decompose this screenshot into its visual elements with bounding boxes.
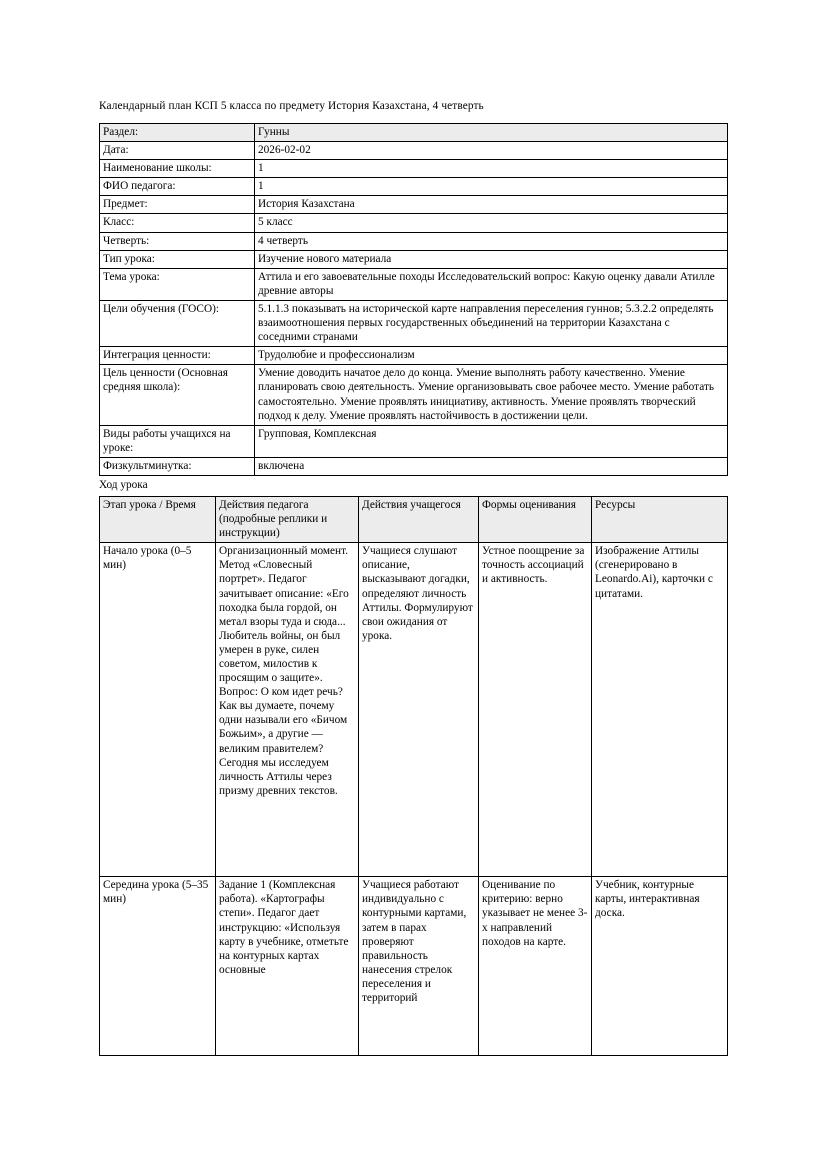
- info-value: Изучение нового материала: [255, 250, 728, 268]
- cell-student-actions: Учащиеся работают индивидуально с контурными картами, затем в парах проверяют правильность нанесения стрелок переселения и территорий: [359, 877, 479, 1056]
- table-row: [100, 457, 728, 475]
- cell-assessment: Оценивание по критерию: верно указывает не менее 3-х направлений походов на карте.: [479, 877, 592, 1056]
- cell-stage: Начало урока (0–5 мин): [100, 543, 216, 877]
- info-value: 5 класс: [255, 214, 728, 232]
- cell-stage: Середина урока (5–35 мин): [100, 877, 216, 1056]
- info-value: Умение доводить начатое дело до конца. Умение выполнять работу качественно. Умение планировать свою деятельность. Умение организовывать свое рабочее место. Умение работать самостоятельно. Умение проявлять инициативу, активность. Умение проявлять творческий подход к делу. Умение проявлять настойчивость в достижении цели.: [255, 365, 728, 425]
- table-row: [100, 232, 728, 250]
- cell-resources: Изображение Аттилы (сгенерировано в Leonardo.Ai), карточки с цитатами.: [592, 543, 728, 877]
- lesson-flow-table: [99, 496, 728, 1056]
- cell-teacher-actions: Организационный момент. Метод «Словесный портрет». Педагог зачитывает описание: «Его походка была гордой, он метал взоры туда и сюда... Любитель войны, он был умерен в руке, силен советом, милостив к просящим о защите». Вопрос: О ком идет речь? Как вы думаете, почему одни называли его «Бичом Божьим», а другие — великим правителем? Сегодня мы исследуем личность Аттилы через призму древних текстов.: [216, 543, 359, 877]
- lesson-flow-header: [100, 496, 728, 542]
- cell-student-actions: Учащиеся слушают описание, высказывают догадки, определяют личность Аттилы. Формулируют свои ожидания от урока.: [359, 543, 479, 877]
- info-value: Групповая, Комплексная: [255, 425, 728, 457]
- info-label: ФИО педагога:: [100, 178, 255, 196]
- info-label: Физкультминутка:: [100, 457, 255, 475]
- info-value: Аттила и его завоевательные походы Исследовательский вопрос: Какую оценку давали Атилле древние авторы: [255, 268, 728, 300]
- table-header-row: [100, 496, 728, 542]
- info-value: Гунны: [255, 124, 728, 142]
- info-value: 5.1.1.3 показывать на исторической карте направления переселения гуннов; 5.3.2.2 определять взаимоотношения первых государственных объединений на территории Казахстана с соседними странами: [255, 300, 728, 346]
- table-row: [100, 268, 728, 300]
- info-label: Предмет:: [100, 196, 255, 214]
- table-row: [100, 124, 728, 142]
- column-header-assessment: Формы оценивания: [479, 496, 592, 542]
- info-label: Тип урока:: [100, 250, 255, 268]
- info-value: 2026-02-02: [255, 142, 728, 160]
- info-value: 1: [255, 178, 728, 196]
- info-label: Раздел:: [100, 124, 255, 142]
- table-row: [100, 214, 728, 232]
- column-header-stage: Этап урока / Время: [100, 496, 216, 542]
- cell-resources: Учебник, контурные карты, интерактивная доска.: [592, 877, 728, 1056]
- table-row: [100, 196, 728, 214]
- table-row: [100, 142, 728, 160]
- lesson-info-table: [99, 123, 728, 476]
- info-label: Тема урока:: [100, 268, 255, 300]
- info-value: включена: [255, 457, 728, 475]
- table-row: [100, 178, 728, 196]
- table-row: [100, 365, 728, 425]
- info-label: Интеграция ценности:: [100, 347, 255, 365]
- table-row: [100, 425, 728, 457]
- info-value: 1: [255, 160, 728, 178]
- table-row: [100, 347, 728, 365]
- info-value: Трудолюбие и профессионализм: [255, 347, 728, 365]
- info-label: Цель ценности (Основная средняя школа):: [100, 365, 255, 425]
- cell-assessment: Устное поощрение за точность ассоциаций и активность.: [479, 543, 592, 877]
- table-row: [100, 300, 728, 346]
- cell-teacher-actions: Задание 1 (Комплексная работа). «Картографы степи». Педагог дает инструкцию: «Используя карту в учебнике, отметьте на контурных картах основные: [216, 877, 359, 1056]
- lesson-flow-body: [100, 543, 728, 1056]
- info-label: Дата:: [100, 142, 255, 160]
- info-value: 4 четверть: [255, 232, 728, 250]
- lesson-info-body: [100, 124, 728, 476]
- table-row: [100, 250, 728, 268]
- section-caption-lesson-flow: Ход урока: [99, 478, 148, 491]
- table-row: [100, 160, 728, 178]
- column-header-student-actions: Действия учащегося: [359, 496, 479, 542]
- info-label: Класс:: [100, 214, 255, 232]
- table-row: [100, 877, 728, 1056]
- column-header-resources: Ресурсы: [592, 496, 728, 542]
- info-label: Виды работы учащихся на уроке:: [100, 425, 255, 457]
- info-label: Четверть:: [100, 232, 255, 250]
- page-title: Календарный план КСП 5 класса по предмету История Казахстана, 4 четверть: [99, 100, 484, 112]
- info-value: История Казахстана: [255, 196, 728, 214]
- column-header-teacher-actions: Действия педагога (подробные реплики и инструкции): [216, 496, 359, 542]
- info-label: Наименование школы:: [100, 160, 255, 178]
- table-row: [100, 543, 728, 877]
- info-label: Цели обучения (ГОСО):: [100, 300, 255, 346]
